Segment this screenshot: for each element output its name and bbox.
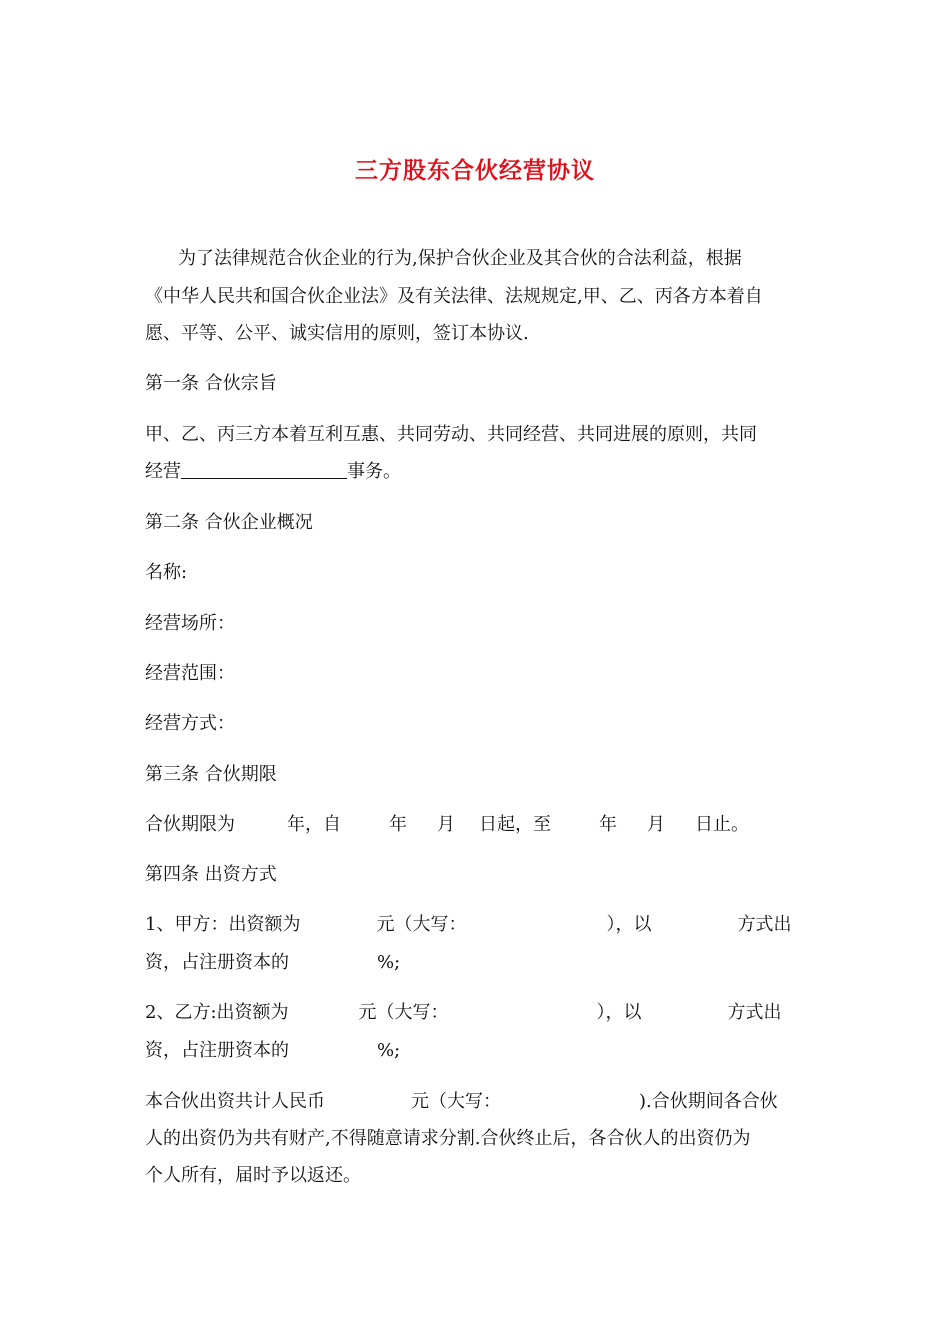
party-a-percent: %; [377, 952, 401, 973]
party-a-line-1 [145, 913, 791, 937]
term-end-year: 年 [599, 814, 617, 835]
business-place-field: 经营场所： [145, 613, 235, 634]
business-method-field: 经营方式： [145, 713, 235, 734]
article-1-prefix: 经营 [145, 461, 181, 482]
article-3-heading: 第三条 合伙期限 [145, 764, 277, 785]
party-b-percent: %; [377, 1040, 401, 1061]
party-a-share-prefix: 资，占注册资本的 [145, 952, 289, 973]
term-prefix: 合伙期限为 [145, 814, 235, 835]
party-b-yuan: 元（大写： [358, 1002, 449, 1023]
total-line-3: 个人所有，届时予以返还。 [145, 1165, 361, 1186]
article-1-suffix: 事务。 [347, 461, 401, 482]
total-yuan: 元（大写： [411, 1091, 501, 1112]
preamble-line-3: 愿、平等、公平、诚实信用的原则，签订本协议. [145, 323, 529, 344]
article-3-term-line [145, 813, 749, 837]
term-start-month: 月 [437, 814, 455, 835]
document-title: 三方股东合伙经营协议 [355, 157, 595, 184]
party-a-line-2 [145, 951, 400, 975]
party-b-line-2 [145, 1039, 400, 1063]
party-b-prefix: 2、乙方:出资额为 [145, 1002, 289, 1023]
party-a-close: ），以 [606, 914, 652, 935]
article-1-line-1: 甲、乙、丙三方本着互利互惠、共同劳动、共同经营、共同进展的原则，共同 [145, 424, 757, 445]
article-4-heading: 第四条 出资方式 [145, 864, 277, 885]
party-b-share-prefix: 资，占注册资本的 [145, 1040, 289, 1061]
party-a-prefix: 1、甲方：出资额为 [145, 914, 301, 935]
article-2-heading: 第二条 合伙企业概况 [145, 512, 313, 533]
article-1-line-2 [145, 460, 401, 484]
party-b-line-1 [145, 1001, 782, 1025]
party-b-method: 方式出 [727, 1002, 782, 1023]
business-scope-field: 经营范围： [145, 663, 235, 684]
term-start-day: 日起，至 [479, 814, 551, 835]
party-a-method: 方式出 [737, 914, 792, 935]
total-close: ).合伙期间各合伙 [639, 1091, 778, 1112]
preamble-line-1: 为了法律规范合伙企业的行为,保护合伙企业及其合伙的合法利益，根据 [178, 248, 742, 269]
term-end-day: 日止。 [695, 814, 749, 835]
preamble-line-2: 《中华人民共和国合伙企业法》及有关法律、法规规定,甲、乙、丙各方本着自 [145, 286, 763, 307]
article-1-heading: 第一条 合伙宗旨 [145, 373, 277, 394]
term-years: 年，自 [287, 814, 341, 835]
business-blank-underline [181, 460, 347, 479]
party-b-close: ），以 [596, 1002, 642, 1023]
total-line-1 [145, 1090, 778, 1114]
company-name-field: 名称: [145, 562, 188, 583]
term-start-year: 年 [389, 814, 407, 835]
party-a-yuan: 元（大写： [376, 914, 467, 935]
term-end-month: 月 [647, 814, 665, 835]
total-prefix: 本合伙出资共计人民币 [145, 1091, 325, 1112]
total-line-2: 人的出资仍为共有财产,不得随意请求分割.合伙终止后，各合伙人的出资仍为 [145, 1128, 751, 1149]
